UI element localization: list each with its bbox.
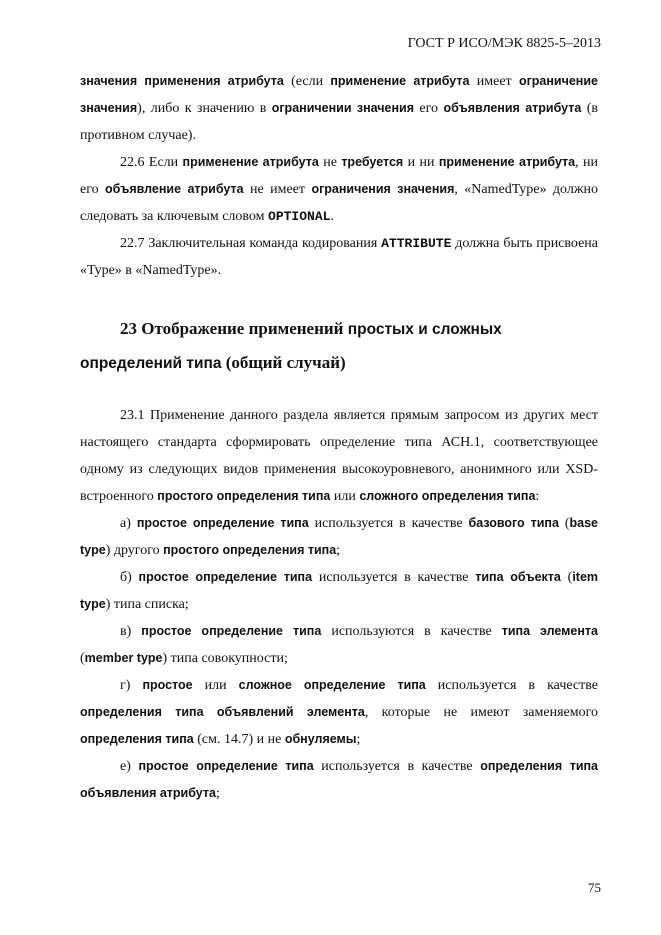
text-run: ), либо к значению в [137, 101, 272, 116]
text-run: используется в качестве [308, 516, 469, 531]
list-item-a [80, 510, 598, 564]
term-bold: сложное определение типа [238, 678, 426, 692]
document-header: ГОСТ Р ИСО/МЭК 8825-5–2013 [407, 36, 601, 51]
paragraph-22-7 [80, 230, 598, 284]
term-bold: определения типа объявлений элемента [80, 705, 365, 719]
term-bold: типа объекта [475, 570, 561, 584]
term-bold: base type [80, 516, 598, 557]
section-23-heading [80, 312, 600, 380]
text-run: е) [120, 759, 139, 774]
text-run: . [330, 209, 334, 224]
text-run: ) другого [105, 543, 164, 558]
term-bold: применение атрибута [330, 74, 470, 88]
list-item-g [80, 672, 598, 753]
term-bold: простое определение типа [138, 759, 314, 773]
list-item-b [80, 564, 598, 618]
text-run: , «NamedType» должно следовать за ключевым словом [80, 182, 599, 224]
text-run: г) [120, 678, 143, 693]
text-run: ( [80, 651, 85, 666]
term-bold: применение атрибута [438, 155, 576, 169]
list-item-e [80, 753, 598, 807]
section-23-body [80, 402, 598, 807]
term-bold: простое [142, 678, 193, 692]
text-run: не [318, 155, 342, 170]
text-run: ) типа списка; [105, 597, 189, 612]
term-bold: объявление атрибута [105, 182, 244, 196]
text-run: имеет [469, 74, 519, 89]
text-run: или [330, 489, 360, 504]
term-bold: простого определения типа [163, 543, 337, 557]
keyword-mono: OPTIONAL [268, 209, 331, 224]
text-run: а) [120, 516, 137, 531]
text-run: б) [120, 570, 139, 585]
text-run: ; [215, 786, 220, 801]
text-run: ( [560, 570, 573, 585]
term-bold: простое определение типа [136, 516, 309, 530]
text-run: и ни [403, 155, 439, 170]
section-22-continuation [80, 68, 598, 284]
term-bold: сложного определения типа [359, 489, 536, 503]
text-run: в) [120, 624, 142, 639]
term-bold: определения типа объявления атрибута [80, 759, 598, 800]
text-run: 23.1 Применение данного раздела является прямым запросом из других мест настоящего стандарта сформировать определение типа АСН.1, соответствующее одному из следующих видов применения высокоуровневого, анонимного или XSD-встроенного [80, 408, 598, 504]
term-bold: item type [80, 570, 599, 611]
text-run: , которые не имеют заменяемого [364, 705, 598, 720]
term-bold: базового типа [468, 516, 559, 530]
page-number: 75 [588, 880, 601, 895]
text-run: должна быть присвоена «Type» в «NamedType». [80, 236, 599, 278]
text-run: (если [283, 74, 331, 89]
text-run: (в противном случае). [80, 101, 599, 143]
paragraph-22-6 [80, 149, 598, 230]
paragraph-23-1 [80, 402, 598, 510]
text-run: используется в качестве [425, 678, 599, 693]
text-run: или [192, 678, 239, 693]
term-bold: применение атрибута [182, 155, 319, 169]
text-run: (см. 14.7) и не [193, 732, 285, 747]
text-run: его [414, 101, 444, 116]
text-run: , ни его [80, 155, 599, 197]
term-bold: определения типа [80, 732, 194, 746]
term-bold: требуется [341, 155, 404, 169]
text-run: : [535, 489, 540, 504]
term-bold: простого определения типа [157, 489, 331, 503]
term-bold: простое определение типа [138, 570, 313, 584]
term-bold: типа элемента [501, 624, 599, 638]
term-bold: значения применения атрибута [80, 74, 284, 88]
keyword-mono: ATTRIBUTE [381, 236, 452, 251]
term-bold: member type [84, 651, 163, 665]
term-bold: ограничении значения [271, 101, 415, 115]
term-bold: объявления атрибута [443, 101, 582, 115]
term-bold: простое определение типа [141, 624, 322, 638]
text-run: 22.6 Если [120, 155, 183, 170]
text-run: ( [558, 516, 570, 531]
text-run: используется в качестве [312, 570, 476, 585]
list-item-v [80, 618, 598, 672]
text-run: ) типа совокупности; [162, 651, 288, 666]
text-run: используется в качестве [313, 759, 481, 774]
term-bold: обнуляемы [284, 732, 357, 746]
term-bold: ограничения значения [311, 182, 455, 196]
text-run: ; [336, 543, 341, 558]
text-run: (общий случай) [221, 353, 346, 372]
text-run: используются в качестве [321, 624, 502, 639]
paragraph-22-5-continuation [80, 68, 598, 149]
term-bold: ограничение значения [80, 74, 598, 115]
text-run: 23 Отображение применений [120, 319, 348, 338]
text-run: ; [356, 732, 361, 747]
text-run: не имеет [243, 182, 312, 197]
text-run: 22.7 Заключительная команда кодирования [120, 236, 382, 251]
text-run: простых и сложных определений типа [80, 321, 502, 372]
